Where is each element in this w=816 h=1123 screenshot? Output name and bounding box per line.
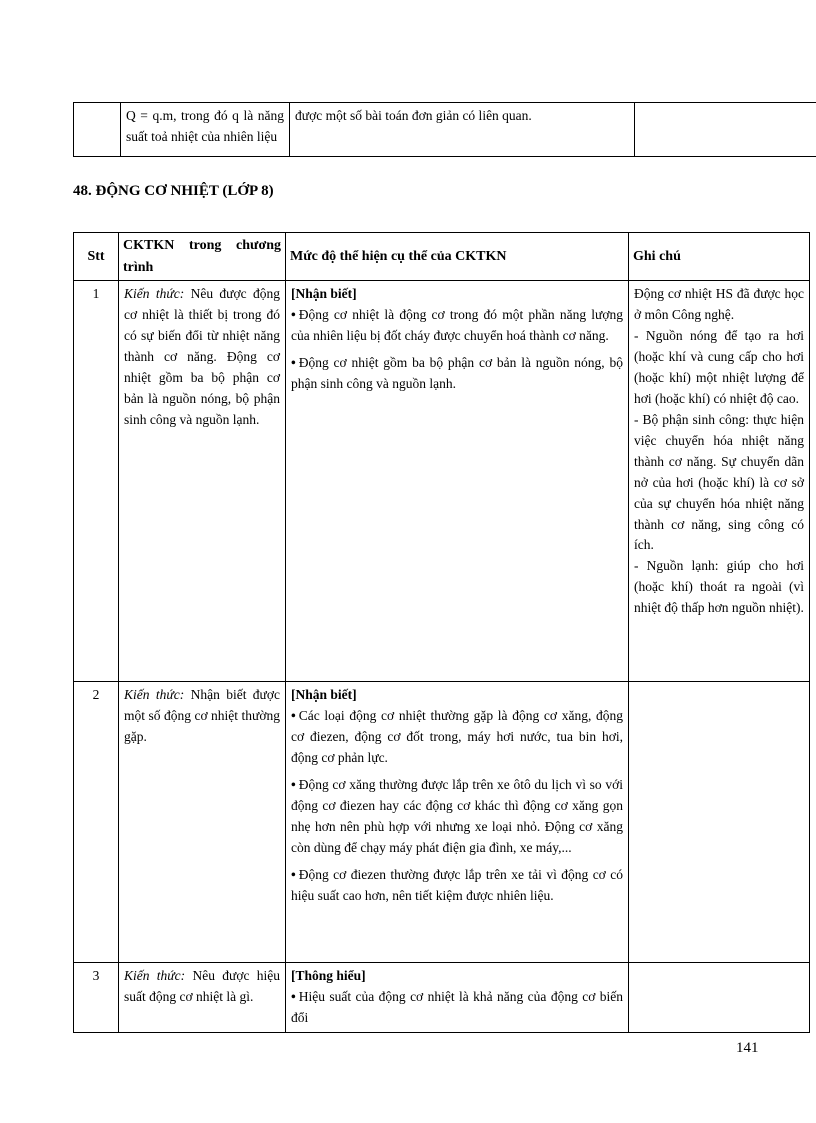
bullet-item: • Động cơ nhiệt gồm ba bộ phận cơ bản là nguồn nóng, bộ phận sinh công và nguồn lạnh. bbox=[291, 353, 623, 395]
level-cell: được một số bài toán đơn giản có liên quan. bbox=[290, 103, 635, 157]
bullet-item: • Động cơ xăng thường được lắp trên xe ôtô du lịch vì so với động cơ điezen hay các động cơ khác thì động cơ xăng gọn nhẹ hơn nên phù hợp với nhưng xe loại nhỏ. Động cơ xăng còn dùng để chạy máy phát điện gia đình, xe máy,... bbox=[291, 775, 623, 859]
note-line: - Nguồn lạnh: giúp cho hơi (hoặc khí) thoát ra ngoài (vì nhiệt độ thấp hơn nguồn nhiệt). bbox=[634, 558, 804, 616]
table-row bbox=[74, 103, 816, 157]
table-row bbox=[74, 963, 810, 1033]
bullet-item: • Động cơ nhiệt là động cơ trong đó một phần năng lượng của nhiên liệu bị đốt cháy được chuyển hoá thành cơ năng. bbox=[291, 305, 623, 347]
table-row bbox=[74, 682, 810, 963]
cktkn-table bbox=[73, 232, 810, 1033]
knowledge-text: Nêu được hiệu suất động cơ nhiệt là gì. bbox=[124, 968, 281, 1005]
note-line: - Nguồn nóng để tạo ra hơi (hoặc khí và cung cấp cho hơi (hoặc khí) một nhiệt lượng để hơi (hoặc khí) có nhiệt độ cao. bbox=[634, 328, 804, 406]
knowledge-label: Kiến thức: bbox=[124, 687, 185, 703]
previous-page-table bbox=[73, 102, 816, 157]
header-stt: Stt bbox=[74, 233, 119, 281]
section-title: 48. ĐỘNG CƠ NHIỆT (LỚP 8) bbox=[73, 183, 274, 199]
table-header-row bbox=[74, 233, 810, 281]
bullet-item: • Hiệu suất của động cơ nhiệt là khả năng của động cơ biến đổi bbox=[291, 987, 623, 1029]
knowledge-cell: Q = q.m, trong đó q là năng suất toả nhiệt của nhiên liệu bbox=[121, 103, 290, 157]
note-cell bbox=[629, 281, 810, 682]
knowledge-label: Kiến thức: bbox=[124, 968, 186, 984]
table-row bbox=[74, 281, 810, 682]
page-number: 141 bbox=[736, 1040, 759, 1056]
knowledge-text: Nhận biết được một số động cơ nhiệt thường gặp. bbox=[124, 687, 281, 745]
stt-cell: 3 bbox=[74, 963, 119, 1033]
note-line: - Bộ phận sinh công: thực hiện việc chuyển hóa nhiệt năng thành cơ năng. Sự chuyển dãn nở của hơi (hoặc khí) là cơ sở của sự chuyển hóa nhiệt năng thành cơ năng, sing công có ích. bbox=[634, 411, 804, 553]
note-line: Động cơ nhiệt HS đã được học ở môn Công nghệ. bbox=[634, 286, 804, 323]
level-title: [Nhận biết] bbox=[291, 687, 357, 703]
note-cell bbox=[629, 682, 810, 963]
knowledge-cell bbox=[119, 682, 286, 963]
knowledge-cell bbox=[119, 963, 286, 1033]
header-level: Mức độ thể hiện cụ thể của CKTKN bbox=[286, 233, 629, 281]
level-title: [Thông hiểu] bbox=[291, 968, 366, 984]
note-cell bbox=[635, 103, 816, 157]
stt-cell: 1 bbox=[74, 281, 119, 682]
header-knowledge: CKTKN trong chương trình bbox=[119, 233, 286, 281]
stt-cell bbox=[74, 103, 121, 157]
level-cell bbox=[286, 281, 629, 682]
stt-cell: 2 bbox=[74, 682, 119, 963]
note-cell bbox=[629, 963, 810, 1033]
bullet-item: • Các loại động cơ nhiệt thường gặp là động cơ xăng, động cơ điezen, động cơ đốt trong, máy hơi nước, tua bin hơi, động cơ phản lực. bbox=[291, 706, 623, 769]
knowledge-cell bbox=[119, 281, 286, 682]
knowledge-label: Kiến thức: bbox=[124, 286, 185, 302]
level-cell bbox=[286, 682, 629, 963]
knowledge-text: Nêu được động cơ nhiệt là thiết bị trong đó có sự biến đổi từ nhiệt năng thành cơ năng. Động cơ nhiệt gồm ba bộ phận cơ bản là nguồn nóng, bộ phận sinh công và nguồn lạnh. bbox=[124, 286, 280, 427]
level-cell bbox=[286, 963, 629, 1033]
level-title: [Nhận biết] bbox=[291, 286, 357, 302]
bullet-item: • Động cơ điezen thường được lắp trên xe tải vì động cơ có hiệu suất cao hơn, nên tiết kiệm được nhiên liệu. bbox=[291, 865, 623, 907]
header-note: Ghi chú bbox=[629, 233, 810, 281]
